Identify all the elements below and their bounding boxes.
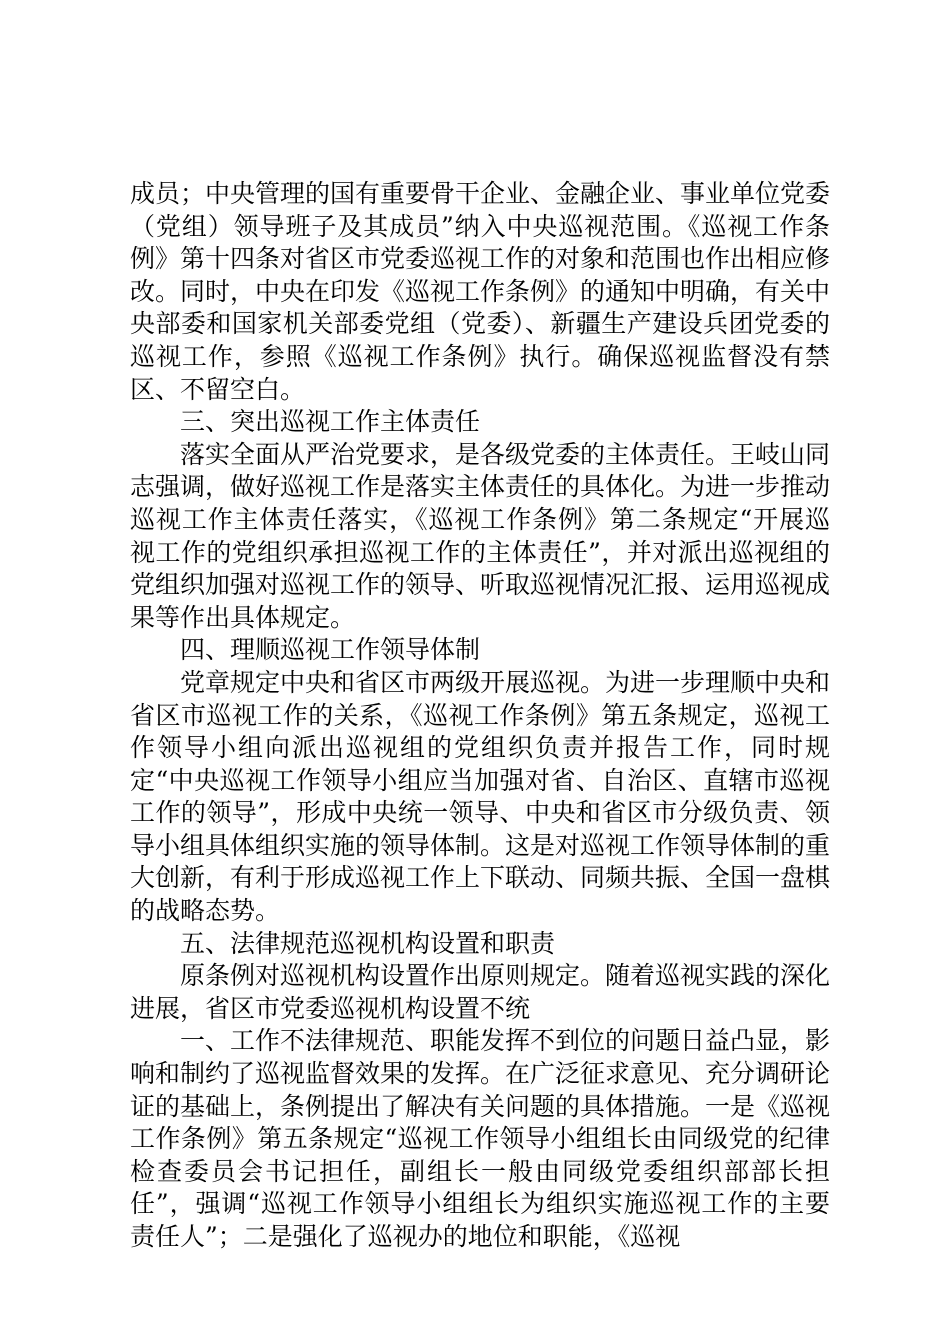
section-heading-5: 五、法律规范巡视机构设置和职责	[180, 928, 556, 958]
paragraph-1: 成员；中央管理的国有重要骨干企业、金融企业、事业单位党委（党组）领导班子及其成员”纳入中央巡视范围。《巡视工作条例》第十四条对省区市党委巡视工作的对象和范围也作出相应修改。同时，中央在印发《巡视工作条例》的通知中明确，有关中央部委和国家机关部委党组（党委）、新疆生产建设兵团党委的巡视工作，参照《巡视工作条例》执行。确保巡视监督没有禁区、不留空白。	[130, 179, 831, 404]
paragraph-2: 落实全面从严治党要求，是各级党委的主体责任。王岐山同志强调，做好巡视工作是落实主体责任的具体化。为进一步推动巡视工作主体责任落实，《巡视工作条例》第二条规定“开展巡视工作的党组织承担巡视工作的主体责任”，并对派出巡视组的党组织加强对巡视工作的领导、听取巡视情况汇报、运用巡视成果等作出具体规定。	[130, 439, 831, 632]
paragraph-4: 原条例对巡视机构设置作出原则规定。随着巡视实践的深化进展，省区市党委巡视机构设置不统	[130, 961, 831, 1023]
paragraph-5: 一、工作不法律规范、职能发挥不到位的问题日益凸显，影响和制约了巡视监督效果的发挥。在广泛征求意见、充分调研论证的基础上，条例提出了解决有关问题的具体措施。一是《巡视工作条例》第五条规定“巡视工作领导小组组长由同级党的纪律检查委员会书记担任，副组长一般由同级党委组织部部长担任”，强调“巡视工作领导小组组长为组织实施巡视工作的主要责任人”；二是强化了巡视办的地位和职能，《巡视	[130, 1026, 831, 1251]
paragraph-3: 党章规定中央和省区市两级开展巡视。为进一步理顺中央和省区市巡视工作的关系，《巡视工作条例》第五条规定，巡视工作领导小组向派出巡视组的党组织负责并报告工作，同时规定“中央巡视工作领导小组应当加强对省、自治区、直辖市巡视工作的领导”，形成中央统一领导、中央和省区市分级负责、领导小组具体组织实施的领导体制。这是对巡视工作领导体制的重大创新，有利于形成巡视工作上下联动、同频共振、全国一盘棋的战略态势。	[130, 667, 831, 926]
section-heading-3: 三、突出巡视工作主体责任	[180, 407, 481, 437]
section-heading-4: 四、理顺巡视工作领导体制	[180, 635, 481, 665]
document-page	[130, 178, 830, 1254]
